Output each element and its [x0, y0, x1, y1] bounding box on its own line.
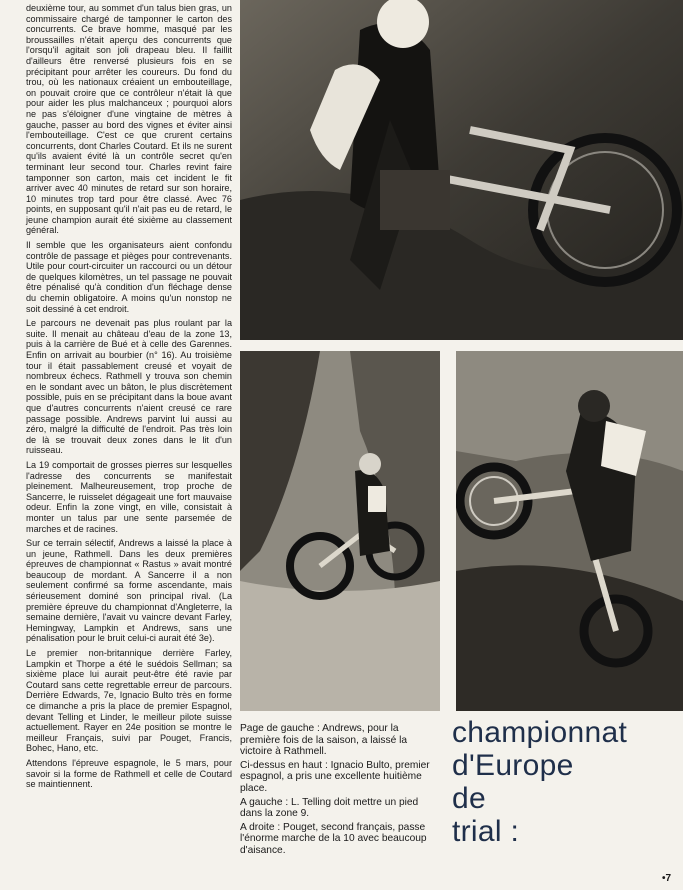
headline-line: d'Europe: [452, 749, 574, 782]
article-paragraph: Le premier non-britannique derrière Farley, Lampkin et Thorpe a été le suédois Sellman; sa sixième place lui aurait peut-être été ravie par Coutard sans cette regrettable erreur de parcours. Derrière Edwards, 7e, Ignacio Bulto très en forme ce dimanche a pris la place de premier Espagnol, devant Telling et Linder, le meilleur pilote suisse actuellement. Rayer en 24e position se montre le meilleur Français, suivi par Pouget, Francis, Bohec, Hano, etc.: [26, 648, 232, 754]
headline-line: championnat: [452, 716, 628, 749]
caption-right: A droite : Pouget, second français, passe l'énorme marche de la 10 avec beaucoup d'aisance.: [240, 821, 427, 856]
article-paragraph: Attendons l'épreuve espagnole, le 5 mars, pour savoir si la forme de Rathmell et celle de Coutard se maintiennent.: [26, 757, 232, 790]
article-paragraph: Il semble que les organisateurs aient confondu contrôle de passage et pièges pour contrevenants. Utile pour court-circuiter un raccourci ou un détour de quelques kilomètres, un tel passage ne pouvait être pénalisé qu'à condition d'un fléchage dense du chemin obligatoire. A moins qu'un nonstop ne soit dessiné à cet endroit.: [26, 240, 232, 314]
photo-right-pouget: [456, 351, 683, 711]
article-paragraph: deuxième tour, au sommet d'un talus bien gras, un commissaire chargé de tamponner le carton des concurrents. Ce brave homme, masqué par les broussailles n'était aperçu des concurrents que l'orsqu'il agitait son joli drapeau bleu. Il faillit d'ailleurs être renversé plusieurs fois en se précipitant pour arrêter les coureurs. Du fond du trou, où les nationaux créaient un embouteillage, on pouvait croire que ce contrôleur n'était là que pour aider les plus malchanceux ; pourquoi alors ne pas s'éloigner d'une vingtaine de mètres à gauche, passer au bord des vignes et éviter ainsi l'embouteillage. C'est ce que crurent certains concurrents, dont Charles Coutard. Et ils ne surent qu'ils avaient évité là un contrôle secret qu'en terminant leur second tour. Charles revint faire tamponner son carton, mais cet incident le fit arriver avec 40 minutes de retard sur son horaire, 10 minutes trop tard pour être classé. Avec 76 points, en supposant qu'il n'ait pas eu de retard, le jeune champion aurait été sixième au classement général.: [26, 3, 232, 236]
caption-left-page: Page de gauche : Andrews, pour la première fois de la saison, a laissé la victoire à Rathmell.: [240, 723, 408, 758]
photo-left-telling: [240, 351, 440, 711]
headline-line: trial :: [452, 815, 520, 848]
article-paragraph: Le parcours ne devenait pas plus roulant par la suite. Il menait au château d'eau de la zone 13, puis à la carrière de Bué et à celle des Garennes. Enfin on arrivait au bourbier (n° 16). Au troisième tour il était passablement creusé et voyait de nombreux échecs. Rathmell y trouva son chemin en le sondant avec un bâton, le plus discrètement possible, puis en se précipitant dans la boue avant que d'autres concurrents n'aient creusé ce rare passage possible. Andrews parvint lui aussi au zéro, malgré la difficulté de l'endroit. Pas très loin de là se trouvait deux zones dans le lit d'un ruisseau.: [26, 318, 232, 456]
article-paragraph: Sur ce terrain sélectif, Andrews a laissé la place à un jeune, Rathmell. Dans les deux premières épreuves de championnat « Rastus » avait montré beaucoup de mordant. A Sancerre il a non seulement confirmé sa forme ascendante, mais sérieusement dominé son principal rival. (La première épreuve du championnat d'Angleterre, la semaine dernière, l'avait vu vaincre devant Farley, Hemingway, Lampkin et Andrews, sans une pénalisation pour le bruit celui-ci aurait été 3e).: [26, 538, 232, 644]
article-paragraph: La 19 comportait de grosses pierres sur lesquelles l'adresse des concurrents se manifestait pleinement. Malheureusement, trop proche de Sancerre, le ruisselet dégageait une fort mauvaise odeur. Enfin la zone vingt, en ville, consistait à monter un talus par une sente parsemée de marches et de racines.: [26, 459, 232, 534]
photo-captions: [240, 723, 440, 859]
article-body: [26, 3, 232, 794]
headline-line: de: [452, 782, 486, 815]
article-headline: [452, 716, 672, 848]
photo-top-rider: [240, 0, 683, 340]
caption-left: A gauche : L. Telling doit mettre un pied dans la zone 9.: [240, 796, 419, 820]
caption-top: Ci-dessus en haut : Ignacio Bulto, premier espagnol, a pris une excellente huitième place.: [240, 759, 430, 794]
page-number: •7: [661, 873, 671, 884]
